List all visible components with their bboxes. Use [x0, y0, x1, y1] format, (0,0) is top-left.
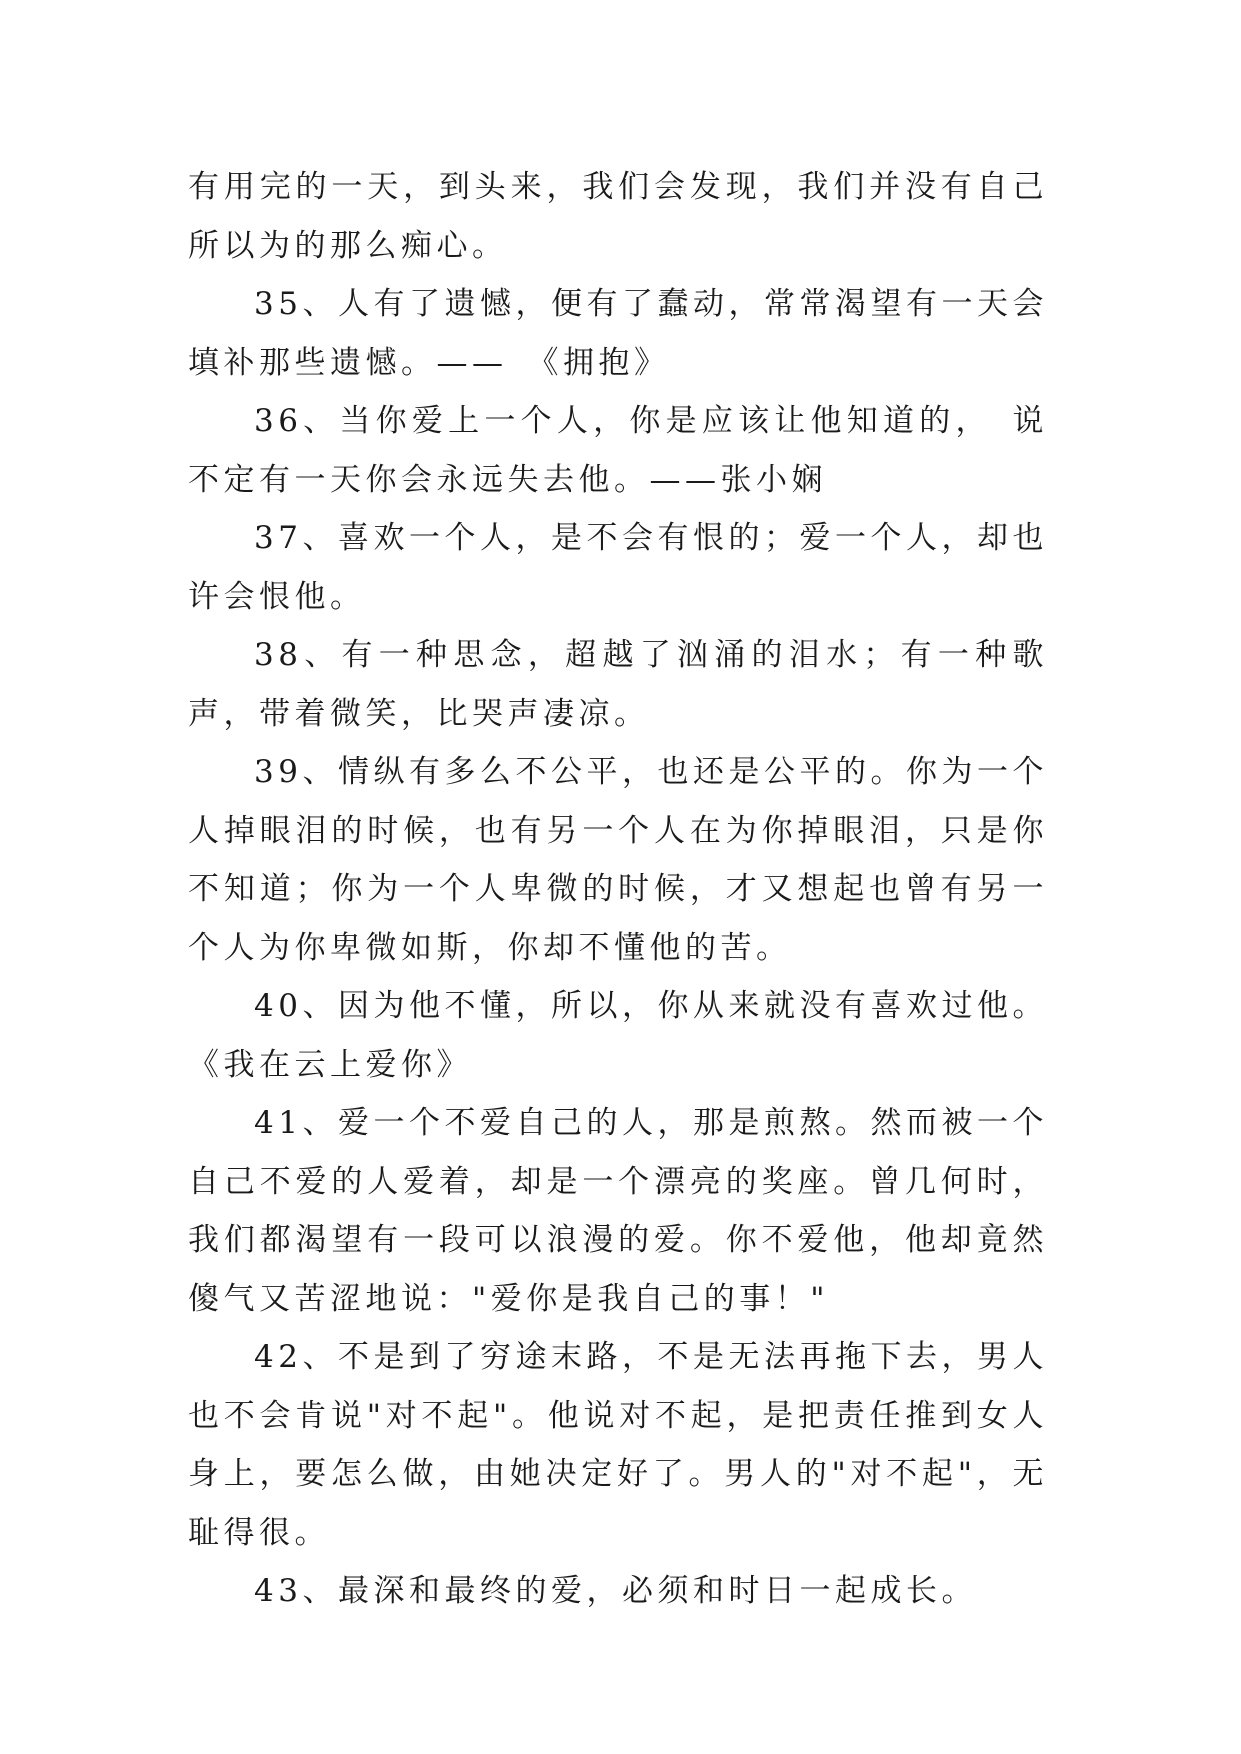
quote-42: 42、不是到了穷途末路，不是无法再拖下去，男人也不会肯说"对不起"。他说对不起，是把责任推到女人身上，要怎么做，由她决定好了。男人的"对不起"，无耻得很。	[188, 1339, 1048, 1551]
document-body	[188, 158, 1048, 1621]
quote-36: 36、当你爱上一个人，你是应该让他知道的， 说不定有一天你会永远失去他。——张小娴	[188, 403, 1048, 498]
quote-43: 43、最深和最终的爱，必须和时日一起成长。	[254, 1573, 977, 1609]
quote-41: 41、爱一个不爱自己的人，那是煎熬。然而被一个自己不爱的人爱着，却是一个漂亮的奖座。曾几何时，我们都渴望有一段可以浪漫的爱。你不爱他，他却竟然傻气又苦涩地说："爱你是我自己的事！"	[188, 1105, 1048, 1317]
quote-40: 40、因为他不懂，所以，你从来就没有喜欢过他。《我在云上爱你》	[188, 988, 1048, 1083]
quote-37: 37、喜欢一个人，是不会有恨的；爱一个人，却也许会恨他。	[188, 520, 1048, 615]
quote-38: 38、有一种思念，超越了汹涌的泪水；有一种歌声，带着微笑，比哭声凄凉。	[188, 637, 1048, 732]
quote-35: 35、人有了遗憾，便有了蠢动，常常渴望有一天会填补那些遗憾。—— 《拥抱》	[188, 286, 1048, 381]
quote-39: 39、情纵有多么不公平，也还是公平的。你为一个人掉眼泪的时候，也有另一个人在为你掉眼泪，只是你不知道；你为一个人卑微的时候，才又想起也曾有另一个人为你卑微如斯，你却不懂他的苦。	[188, 754, 1048, 966]
paragraph-continuation: 有用完的一天，到头来，我们会发现，我们并没有自己所以为的那么痴心。	[188, 169, 1048, 264]
